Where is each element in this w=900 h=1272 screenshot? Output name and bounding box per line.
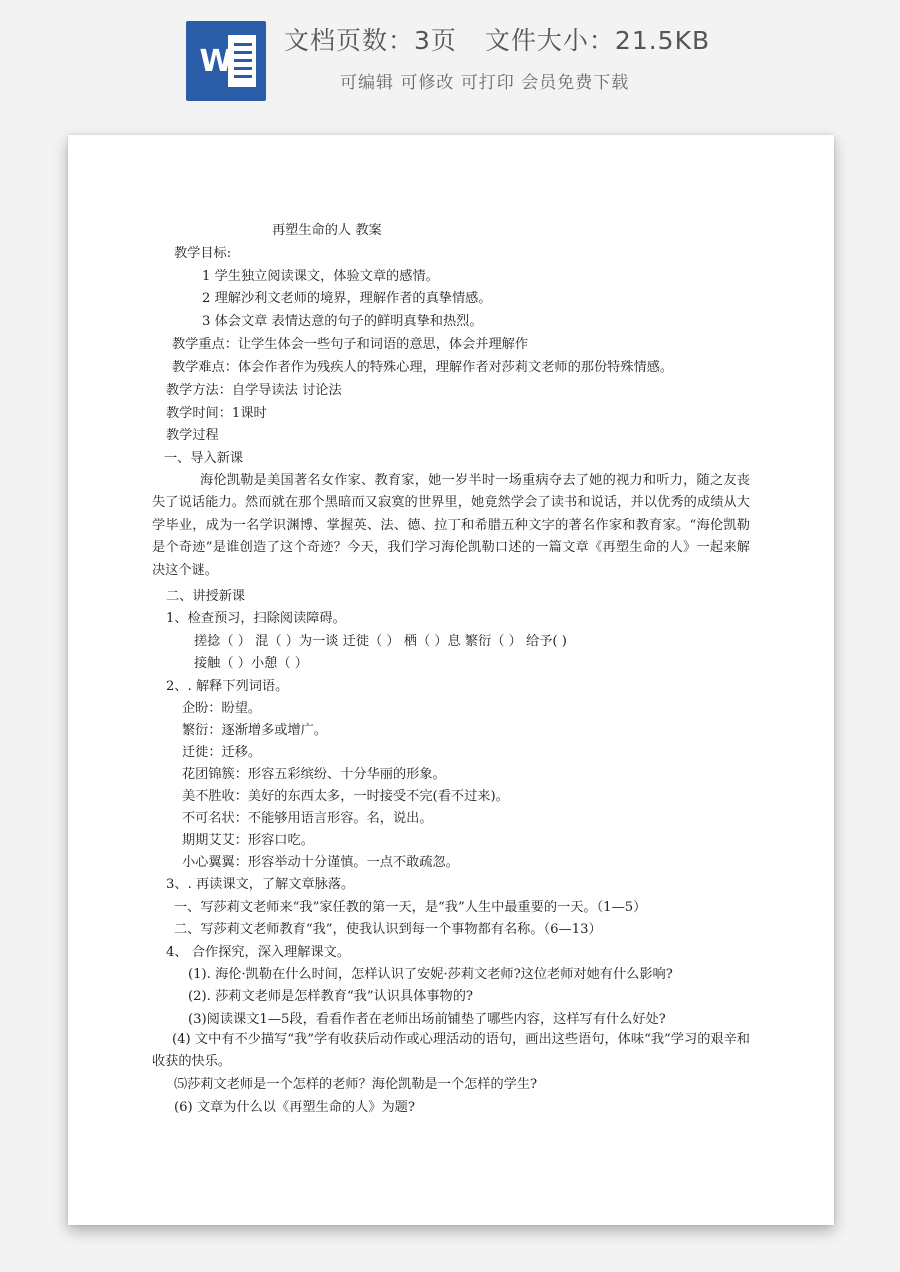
document-meta	[284, 21, 710, 57]
vocabulary-item: 迁徙：迁移。	[182, 745, 262, 760]
feature-list: 可编辑 可修改 可打印 会员免费下载	[340, 73, 630, 93]
goal-item-2: 2 理解沙利文老师的境界，理解作者的真挚情感。	[202, 291, 492, 306]
lesson-plan-body	[68, 135, 834, 1225]
goals-heading: 教学目标:	[174, 246, 232, 261]
step-4-discussion: 4、 合作探究，深入理解课文。	[166, 945, 351, 960]
document-info-header	[0, 0, 900, 125]
discussion-question: ⑸莎莉文老师是一个怎样的老师？海伦凯勒是一个怎样的学生?	[174, 1077, 538, 1092]
discussion-question: (3)阅读课文1—5段，看看作者在老师出场前铺垫了哪些内容，这样写有什么好处?	[188, 1012, 666, 1027]
pronunciation-row-2: 接触（ ）小憩（ ）	[194, 656, 308, 671]
page-count-label: 文档页数：3页	[284, 26, 457, 55]
document-page	[68, 135, 834, 1225]
teaching-time: 教学时间：1课时	[166, 406, 267, 421]
vocabulary-item: 花团锦簇：形容五彩缤纷、十分华丽的形象。	[182, 767, 446, 782]
discussion-question: (1). 海伦·凯勒在什么时间，怎样认识了安妮·莎莉文老师?这位老师对她有什么影响?	[188, 967, 673, 982]
discussion-question: (6) 文章为什么以《再塑生命的人》为题?	[174, 1100, 415, 1115]
goal-item-3: 3 体会文章 表情达意的句子的鲜明真挚和热烈。	[202, 314, 483, 329]
vocabulary-item: 繁衍：逐渐增多或增广。	[182, 723, 328, 738]
teaching-difficulty: 教学难点：体会作者作为残疾人的特殊心理，理解作者对莎莉文老师的那份特殊情感。	[172, 360, 674, 375]
file-size-label: 文件大小：21.5KB	[484, 26, 711, 55]
vocabulary-item: 美不胜收：美好的东西太多，一时接受不完(看不过来)。	[182, 789, 509, 804]
structure-part-1: 一、写莎莉文老师来“我”家任教的第一天，是“我”人生中最重要的一天。（1—5）	[174, 900, 647, 915]
vocabulary-item: 期期艾艾：形容口吃。	[182, 833, 314, 848]
step-1-preview: 1、检查预习，扫除阅读障碍。	[166, 611, 346, 626]
vocabulary-item: 不可名状：不能够用语言形容。名，说出。	[182, 811, 433, 826]
document-title: 再塑生命的人 教案	[272, 223, 382, 238]
discussion-question: (4) 文中有不少描写“我”学有收获后动作或心理活动的语句，画出这些语句，体味“我”学习的艰辛和收获的快乐。	[152, 1032, 750, 1070]
section-heading-new-lesson: 二、讲授新课	[166, 589, 246, 604]
step-2-vocabulary: 2、. 解释下列词语。	[166, 679, 289, 694]
word-letter: W	[199, 44, 233, 79]
word-doc-icon	[186, 21, 266, 101]
step-3-structure: 3、. 再读课文，了解文章脉落。	[166, 877, 355, 892]
pronunciation-row-1: 搓捻（ ） 混（ ）为一谈 迁徙（ ） 栖（ ）息 繁衍（ ） 给予( )	[194, 634, 567, 649]
goal-item-1: 1 学生独立阅读课文，体验文章的感情。	[202, 269, 439, 284]
teaching-focus: 教学重点：让学生体会一些句子和词语的意思，体会并理解作	[172, 337, 529, 352]
structure-part-2: 二、写莎莉文老师教育“我”，使我认识到每一个事物都有名称。（6—13）	[174, 922, 602, 937]
teaching-method: 教学方法：自学导读法 讨论法	[166, 383, 342, 398]
intro-paragraph: 海伦凯勒是美国著名女作家、教育家，她一岁半时一场重病夺去了她的视力和听力，随之友丧失了说话能力。然而就在那个黑暗而又寂寞的世界里，她竟然学会了读书和说话，并以优秀的成绩从大学毕业，成为一名学识渊博、掌握英、法、德、拉丁和希腊五种文字的著名作家和教育家。“海伦凯勒 是个奇迹”是谁创造了这个奇迹？今天，我们学习海伦凯勒口述的一篇文章《再塑生命的人》一起来解决这个谜。	[152, 473, 750, 578]
teaching-process-heading: 教学过程	[166, 428, 219, 443]
vocabulary-item: 小心翼翼：形容举动十分谨慎。一点不敢疏忽。	[182, 855, 459, 870]
discussion-question: (2). 莎莉文老师是怎样教育“我”认识具体事物的?	[188, 989, 473, 1004]
vocabulary-item: 企盼：盼望。	[182, 701, 262, 716]
section-heading-intro: 一、导入新课	[164, 451, 244, 466]
